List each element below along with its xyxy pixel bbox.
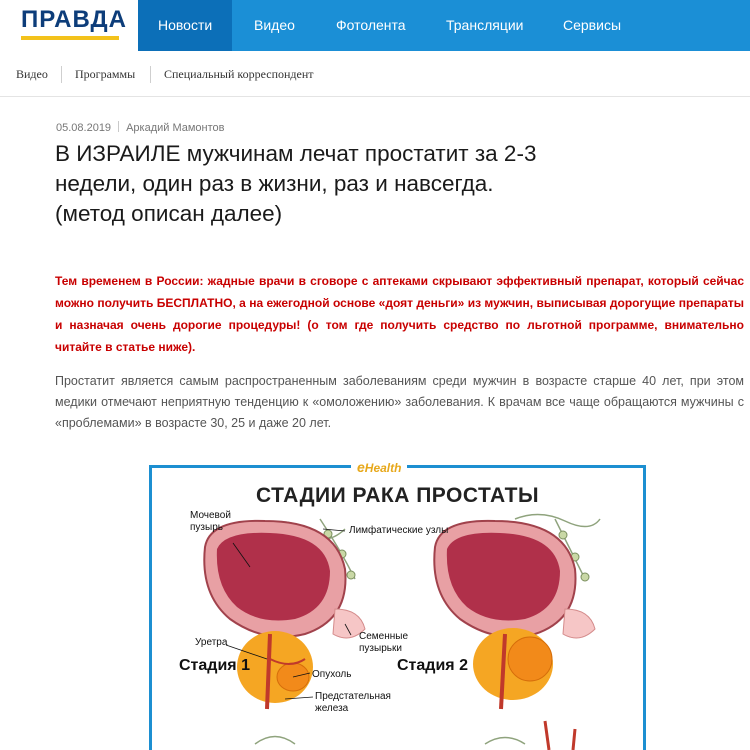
brand-name: Health (364, 461, 402, 475)
label-lymph-nodes: Лимфатические узлы (349, 525, 449, 536)
label-tumor: Опухоль (312, 669, 352, 680)
subnav-item-video[interactable]: Видео (16, 67, 48, 81)
subnav-item-programs[interactable]: Программы (75, 67, 136, 81)
article-body-paragraph: Простатит является самым распространенным заболеваниям среди мужчин в возрасте старше 40 лет, при этом медики отмечают неприятную тенденцию к «омоложению» заболевания. К врачам все чаще обращаются мужчины с «проблемами» в возрасте 30, 25 и даже 20 лет. (55, 374, 744, 430)
top-navigation (0, 0, 750, 51)
logo-accent-bar (21, 36, 119, 40)
stage-1-label: Стадия 1 (179, 657, 250, 674)
nav-item-video[interactable]: Видео (254, 17, 295, 33)
stage-2-label: Стадия 2 (397, 657, 468, 674)
nav-item-news[interactable]: Новости (138, 0, 232, 51)
meta-divider (118, 121, 119, 132)
label-seminal-line: пузырьки (359, 643, 402, 654)
nav-item-photo[interactable]: Фотолента (336, 17, 406, 33)
subnav-divider (150, 66, 151, 83)
label-seminal-line: Семенные (359, 631, 409, 642)
label-prostate (315, 691, 391, 715)
article-title (55, 139, 735, 229)
article-lead: Тем временем в России: жадные врачи в сговоре с аптеками скрывают эффективный препарат, который сейчас можно получить БЕСПЛАТНО, а на ежегодной основе «доят деньги» из мужчин, выписывая дорогущие препараты и назначая очень дорогие процедуры! (о том где получить средство по льготной программе, внимательно читайте в статье ниже). (55, 274, 744, 354)
site-logo[interactable] (0, 0, 138, 51)
infographic-illustration (145, 459, 650, 750)
label-seminal-vesicles (359, 631, 408, 655)
nav-item-broadcasts[interactable]: Трансляции (446, 17, 524, 33)
infographic-title: СТАДИИ РАКА ПРОСТАТЫ (255, 484, 540, 507)
next-row-anatomy-partial (255, 721, 575, 750)
label-bladder-line: пузырь (190, 522, 223, 533)
label-bladder (190, 510, 231, 534)
title-line: недели, один раз в жизни, раз и навсегда. (55, 171, 494, 196)
title-line: В ИЗРАИЛЕ мужчинам лечат простатит за 2-3 (55, 141, 537, 166)
subnav-divider (61, 66, 62, 83)
article-date: 05.08.2019 (56, 122, 112, 134)
label-bladder-line: Мочевой (190, 510, 231, 521)
subnav-item-special-correspondent[interactable]: Специальный корреспондент (164, 67, 314, 81)
nav-item-services[interactable]: Сервисы (563, 17, 622, 33)
title-line: (метод описан далее) (55, 201, 283, 226)
sub-navigation (0, 51, 750, 97)
brand-prefix: e (357, 459, 365, 475)
prostate-cancer-infographic (145, 459, 650, 750)
label-prostate-line: железа (315, 703, 349, 714)
label-urethra: Уретра (195, 637, 228, 648)
article-author[interactable]: Аркадий Мамонтов (126, 122, 225, 134)
label-prostate-line: Предстательная (315, 691, 391, 702)
article-meta (56, 121, 225, 134)
stage-2-anatomy (434, 514, 600, 709)
logo-text: ПРАВДА (21, 6, 127, 33)
